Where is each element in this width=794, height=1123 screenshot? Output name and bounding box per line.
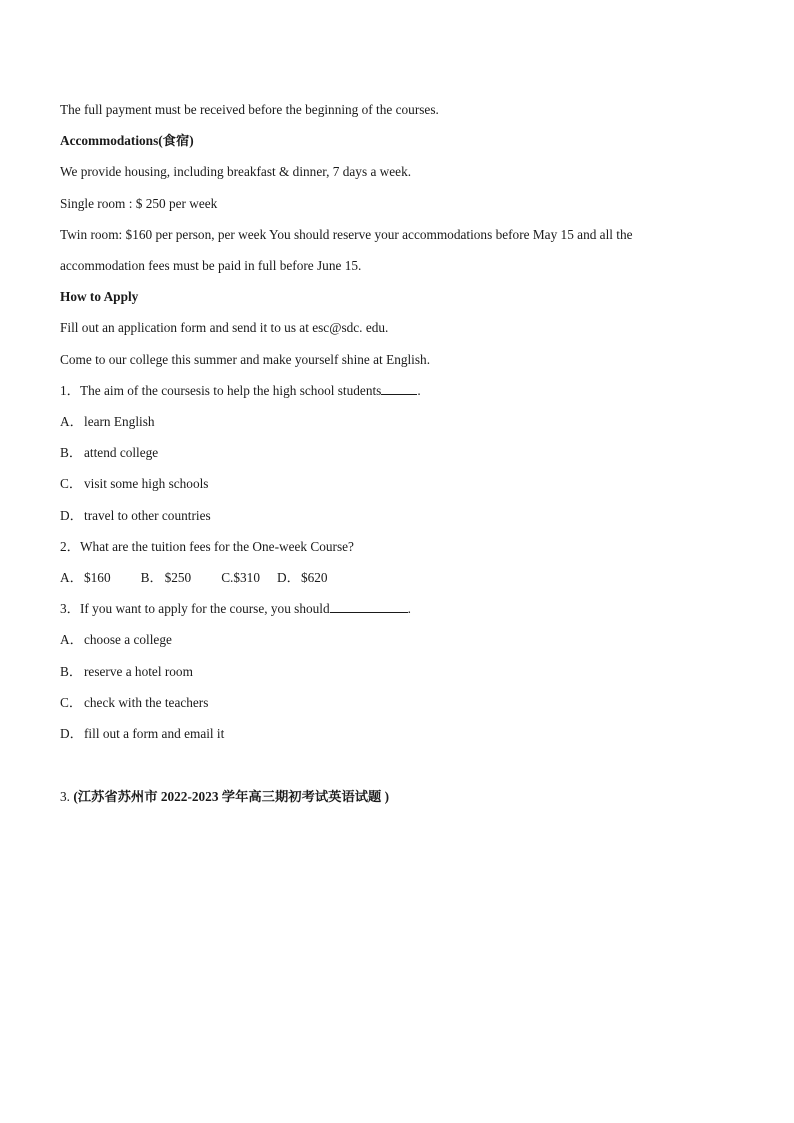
document-page — [60, 0, 740, 1123]
apply-paragraph: Fill out an application form and send it to us at esc@sdc. edu. — [60, 320, 389, 335]
option-text: $160 — [84, 570, 111, 585]
question-number: 3． — [60, 601, 80, 616]
option-text: learn English — [84, 414, 155, 429]
question-2-option-d — [277, 569, 328, 587]
option-text: reserve a hotel room — [84, 664, 193, 679]
closing-paragraph: Come to our college this summer and make yourself shine at English. — [60, 352, 431, 367]
option-letter: D． — [276, 570, 300, 585]
option-text: choose a college — [84, 632, 172, 647]
option-text: $250 — [164, 570, 192, 585]
question-1-option-b — [60, 444, 158, 462]
option-letter: C． — [60, 476, 83, 491]
option-letter: B． — [140, 570, 163, 585]
question-end: . — [417, 383, 421, 398]
question-text: The aim of the coursesis to help the high school students — [80, 383, 382, 398]
question-2-option-a — [60, 569, 111, 587]
section-source: (江苏省苏州市 2022-2023 学年高三期初考试英语试题 ) — [73, 789, 390, 804]
question-2-option-b — [141, 569, 192, 587]
question-2-option-c — [221, 569, 260, 587]
option-text: visit some high schools — [84, 476, 209, 491]
option-text: attend college — [84, 445, 159, 460]
option-text: travel to other countries — [84, 508, 211, 523]
question-2 — [60, 538, 354, 556]
option-letter: C． — [60, 695, 83, 710]
question-text: What are the tuition fees for the One-week Course? — [80, 539, 354, 554]
option-text: fill out a form and email it — [84, 726, 225, 741]
twin-room-paragraph-line2: accommodation fees must be paid in full before June 15. — [60, 258, 362, 273]
single-room-paragraph: Single room : $ 250 per week — [60, 196, 218, 211]
next-section-header — [60, 788, 389, 806]
question-1-option-c — [60, 475, 208, 493]
question-1-option-d — [60, 507, 211, 525]
question-1 — [60, 382, 421, 400]
answer-blank — [330, 600, 408, 613]
question-2-options — [60, 569, 342, 587]
twin-room-paragraph-line1: Twin room: $160 per person, per week You should reserve your accommodations before May 15 and all the — [60, 227, 633, 242]
housing-paragraph: We provide housing, including breakfast & dinner, 7 days a week. — [60, 164, 412, 179]
answer-blank — [381, 382, 417, 395]
option-letter: D． — [60, 508, 83, 523]
question-number: 2． — [60, 539, 80, 554]
option-letter: A． — [60, 570, 83, 585]
option-letter: A． — [60, 414, 83, 429]
option-letter: D． — [60, 726, 83, 741]
payment-paragraph: The full payment must be received before the beginning of the courses. — [60, 102, 439, 117]
option-letter: B． — [60, 664, 83, 679]
option-letter: B． — [60, 445, 83, 460]
question-3-option-d — [60, 725, 224, 743]
question-3-option-a — [60, 631, 172, 649]
accommodations-heading: Accommodations(食宿) — [60, 133, 194, 148]
question-text: If you want to apply for the course, you should — [80, 601, 330, 616]
option-text: check with the teachers — [84, 695, 209, 710]
question-3-option-b — [60, 663, 193, 681]
question-3-option-c — [60, 694, 208, 712]
question-3 — [60, 600, 411, 618]
option-text: C.$310 — [221, 570, 260, 585]
how-to-apply-heading: How to Apply — [60, 289, 139, 304]
section-number: 3. — [60, 789, 70, 804]
question-number: 1． — [60, 383, 80, 398]
question-1-option-a — [60, 413, 155, 431]
option-text: $620 — [300, 570, 328, 585]
option-letter: A． — [60, 632, 83, 647]
question-end: . — [407, 601, 411, 616]
